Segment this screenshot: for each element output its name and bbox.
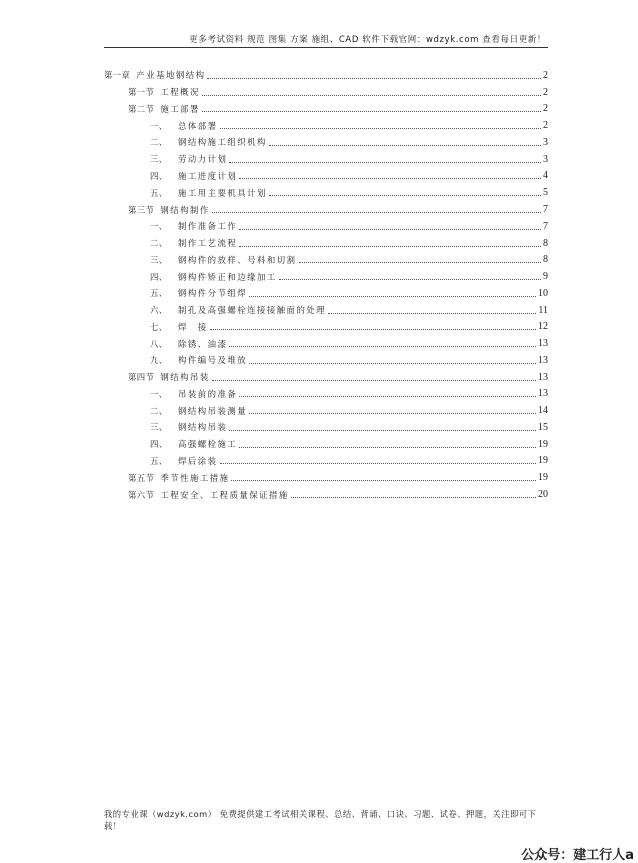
toc-entry-number: 二、: [150, 238, 168, 249]
toc-entry-title: 钢结构吊装: [178, 422, 228, 433]
toc-dot-leader: [220, 120, 542, 129]
toc-entry-title: 钢构件矫正和边缘加工: [178, 271, 277, 282]
toc-entry-page: 13: [538, 338, 548, 350]
toc-dot-leader: [269, 187, 541, 196]
toc-entry[interactable]: [104, 386, 548, 403]
toc-entry[interactable]: [104, 151, 548, 168]
toc-dot-leader: [202, 103, 541, 112]
toc-dot-leader: [212, 204, 541, 213]
toc-dot-leader: [328, 305, 536, 314]
toc-entry-title: 钢结构施工组织机构: [178, 137, 267, 148]
toc-entry-page: 19: [538, 438, 548, 450]
toc-entry[interactable]: [104, 419, 548, 436]
toc-entry-title: 高强螺栓施工: [178, 439, 238, 450]
toc-dot-leader: [220, 455, 537, 464]
toc-entry-page: 13: [538, 371, 548, 383]
toc-entry-number: 三、: [150, 254, 168, 265]
toc-entry[interactable]: [104, 469, 548, 486]
toc-entry[interactable]: [104, 101, 548, 118]
toc-dot-leader: [210, 321, 536, 330]
toc-entry[interactable]: [104, 117, 548, 134]
toc-entry-number: 五、: [150, 455, 168, 466]
toc-dot-leader: [239, 238, 541, 247]
header-text: 更多考试资料 规范 图集 方案 施组、CAD 软件下载官网：wdzyk.com 查看每日更新！: [189, 35, 546, 45]
toc-entry-page: 3: [543, 153, 548, 165]
toc-entry-number: 一、: [150, 120, 168, 131]
toc-entry-page: 2: [543, 120, 548, 132]
toc-entry-number: 一、: [150, 388, 168, 399]
toc-entry[interactable]: [104, 318, 548, 335]
toc-entry-page: 14: [538, 405, 548, 417]
toc-entry[interactable]: [104, 218, 548, 235]
toc-dot-leader: [239, 388, 536, 397]
watermark-text: 公众号：建工行人a: [521, 848, 634, 863]
toc-entry-page: 10: [538, 287, 548, 299]
toc-entry-title: 吊装前的准备: [178, 388, 238, 399]
toc-entry-title: 钢构件的放样、号料和切割: [178, 254, 297, 265]
toc-entry-page: 7: [543, 220, 548, 232]
toc-entry-title: 施工进度计划: [178, 170, 238, 181]
page-header: [104, 33, 548, 48]
toc-dot-leader: [291, 489, 536, 498]
toc-entry-title: 制作准备工作: [178, 221, 238, 232]
toc-dot-leader: [212, 372, 536, 381]
toc-entry-title: 施工部署: [160, 103, 200, 114]
toc-entry-number: 四、: [150, 439, 168, 450]
toc-entry-page: 2: [543, 86, 548, 98]
toc-entry[interactable]: [104, 486, 548, 503]
toc-dot-leader: [239, 221, 541, 230]
toc-entry-page: 2: [543, 69, 548, 81]
toc-dot-leader: [249, 288, 536, 297]
toc-entry-number: 六、: [150, 305, 168, 316]
toc-entry-title: 钢结构制作: [160, 204, 210, 215]
toc-dot-leader: [229, 154, 541, 163]
toc-entry[interactable]: [104, 453, 548, 470]
toc-entry[interactable]: [104, 352, 548, 369]
toc-dot-leader: [279, 271, 541, 280]
toc-entry-page: 2: [543, 103, 548, 115]
table-of-contents: [104, 67, 548, 503]
toc-entry-number: 三、: [150, 154, 168, 165]
toc-entry-title: 钢构件分节组焊: [178, 288, 248, 299]
toc-entry-number: 第六节: [128, 489, 155, 500]
toc-entry[interactable]: [104, 184, 548, 201]
toc-entry-title: 焊 接: [178, 321, 208, 332]
toc-entry-title: 产业基地钢结构: [136, 70, 206, 81]
toc-entry-page: 19: [538, 472, 548, 484]
toc-entry-number: 三、: [150, 422, 168, 433]
toc-entry-number: 五、: [150, 288, 168, 299]
toc-entry-page: 5: [543, 187, 548, 199]
toc-entry[interactable]: [104, 268, 548, 285]
toc-entry-page: 3: [543, 136, 548, 148]
toc-entry-title: 工程安全、工程质量保证措施: [160, 489, 289, 500]
toc-entry-page: 15: [538, 421, 548, 433]
toc-entry-title: 制作工艺流程: [178, 238, 238, 249]
toc-entry-title: 制孔及高强螺栓连接接触面的处理: [178, 305, 327, 316]
toc-dot-leader: [299, 254, 542, 263]
toc-entry-number: 一、: [150, 221, 168, 232]
toc-entry-number: 八、: [150, 338, 168, 349]
toc-entry[interactable]: [104, 369, 548, 386]
toc-entry-page: 19: [538, 455, 548, 467]
toc-entry-page: 8: [543, 237, 548, 249]
toc-entry-title: 焊后涂装: [178, 455, 218, 466]
toc-entry[interactable]: [104, 302, 548, 319]
toc-entry-number: 第一章: [104, 70, 131, 81]
toc-entry[interactable]: [104, 201, 548, 218]
toc-entry[interactable]: [104, 285, 548, 302]
toc-entry-page: 8: [543, 254, 548, 266]
toc-entry[interactable]: [104, 168, 548, 185]
toc-entry-page: 11: [538, 304, 548, 316]
toc-entry-number: 第二节: [128, 103, 155, 114]
toc-entry-number: 五、: [150, 187, 168, 198]
toc-dot-leader: [229, 422, 536, 431]
toc-entry-page: 7: [543, 204, 548, 215]
toc-entry-number: 第三节: [128, 204, 155, 215]
toc-entry-page: 13: [538, 388, 548, 400]
toc-entry-number: 第一节: [128, 87, 155, 98]
toc-entry-title: 季节性施工措施: [160, 472, 230, 483]
toc-dot-leader: [202, 87, 541, 96]
toc-entry-number: 二、: [150, 405, 168, 416]
toc-dot-leader: [229, 338, 536, 347]
toc-entry-number: 四、: [150, 271, 168, 282]
toc-entry[interactable]: [104, 235, 548, 252]
toc-entry-title: 劳动力计划: [178, 154, 228, 165]
toc-entry[interactable]: [104, 84, 548, 101]
toc-entry-title: 钢结构吊装: [160, 372, 210, 383]
toc-entry-title: 工程概况: [160, 87, 200, 98]
toc-entry[interactable]: [104, 335, 548, 352]
toc-entry-page: 20: [538, 489, 548, 501]
toc-entry-title: 钢结构吊装测量: [178, 405, 248, 416]
toc-dot-leader: [207, 70, 541, 79]
toc-dot-leader: [239, 439, 536, 448]
toc-entry[interactable]: [104, 67, 548, 84]
toc-entry-title: 总体部署: [178, 120, 218, 131]
toc-entry-title: 除锈、油漆: [178, 338, 228, 349]
toc-entry[interactable]: [104, 436, 548, 453]
toc-entry-number: 九、: [150, 355, 168, 366]
toc-dot-leader: [249, 355, 536, 364]
toc-dot-leader: [249, 405, 536, 414]
toc-entry-number: 第五节: [128, 472, 155, 483]
toc-entry[interactable]: [104, 402, 548, 419]
toc-entry-page: 9: [543, 271, 548, 283]
footer-note: 我的专业课（wdzyk.com） 免费提供建工考试相关课程、总结、背诵、口诀、习题、试卷、押题，关注即可下载！: [104, 809, 537, 831]
toc-entry-page: 4: [543, 170, 548, 182]
toc-entry-number: 四、: [150, 170, 168, 181]
toc-entry-number: 七、: [150, 321, 168, 332]
toc-dot-leader: [231, 472, 536, 481]
toc-entry[interactable]: [104, 251, 548, 268]
toc-entry-number: 二、: [150, 137, 168, 148]
toc-entry-number: 第四节: [128, 372, 155, 383]
toc-entry-page: 12: [538, 321, 548, 333]
toc-entry-title: 施工用主要机具计划: [178, 187, 267, 198]
toc-entry-title: 构件编号及堆放: [178, 355, 248, 366]
toc-dot-leader: [269, 137, 541, 146]
toc-entry-page: 13: [538, 354, 548, 366]
toc-dot-leader: [239, 170, 541, 179]
toc-entry[interactable]: [104, 134, 548, 151]
